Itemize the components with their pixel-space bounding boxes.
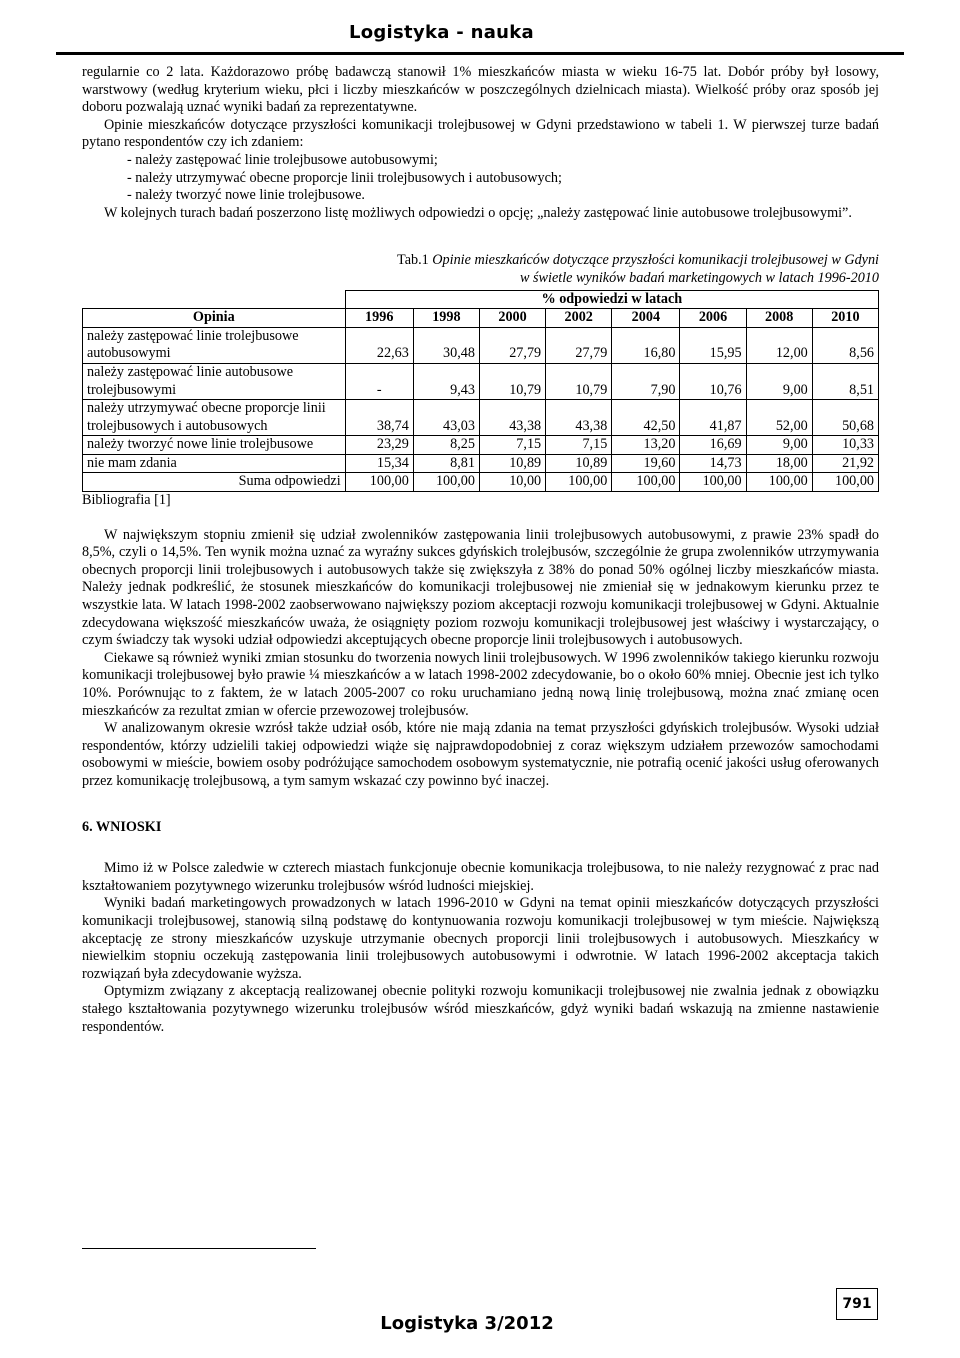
table-cell: 41,87 <box>680 400 746 436</box>
table-caption-line-1: Opinie mieszkańców dotyczące przyszłości komunikacji trolejbusowej w Gdyni <box>432 252 879 269</box>
table-cell: 27,79 <box>546 327 612 363</box>
year-header: 1996 <box>345 309 413 328</box>
row-label: nie mam zdania <box>83 454 346 473</box>
table-cell: 8,81 <box>413 454 479 473</box>
list-item: - należy zastępować linie trolejbusowe autobusowymi; <box>127 151 438 168</box>
year-header: 2006 <box>680 309 746 328</box>
table-row <box>83 363 879 399</box>
table-cell: 18,00 <box>746 454 812 473</box>
table-cell: 10,79 <box>479 363 545 399</box>
table-row <box>83 436 879 455</box>
page-number: 791 <box>836 1288 878 1320</box>
intro-paragraph-2: Opinie mieszkańców dotyczące przyszłości komunikacji trolejbusowej w Gdyni przedstawiono w tabeli 1. W pierwszej turze badań pytano respondentów czy ich zdaniem: <box>82 116 879 151</box>
year-header: 2004 <box>612 309 680 328</box>
table-cell: 14,73 <box>680 454 746 473</box>
table-caption <box>82 252 879 287</box>
table-cell: 100,00 <box>680 473 746 492</box>
table-source: Bibliografia [1] <box>82 492 171 509</box>
table-cell: 15,95 <box>680 327 746 363</box>
year-header: 2010 <box>812 309 878 328</box>
table-cell: 12,00 <box>746 327 812 363</box>
table-cell: 19,60 <box>612 454 680 473</box>
year-header: 2008 <box>746 309 812 328</box>
table-cell: 9,00 <box>746 363 812 399</box>
running-header: Logistyka - nauka <box>348 22 534 43</box>
conclusions-paragraph-2: Wyniki badań marketingowych prowadzonych w latach 1996-2010 w Gdyni na temat opinii mieszkańców dotyczących przyszłości komunikacji trolejbusowej, stanowią silną podstawę do kontynuowania rozwoju komunikacji trolejbusowej w tym mieście. Największą akceptację ze strony mieszkańców uzyskuje utrzymanie obecnych proporcji linii trolejbusowych i autobusowych. Mieszkańcy w niewielkim stopniu oczekują zastępowania linii trolejbusowych autobusowymi i odwrotnie. W latach 1996-2002 akceptacja takich rozwiązań była zdecydowanie wyższa. <box>82 895 879 982</box>
table-cell: 27,79 <box>479 327 545 363</box>
intro-paragraph-1: regularnie co 2 lata. Każdorazowo próbę badawczą stanowił 1% mieszkańców miasta w wieku 16-75 lat. Dobór próby był losowy, warstwowy (według kryterium wieku, płci i liczby mieszkańców w poszczególnych dzielnicach miasta). Wielkość próby oraz sposób jej doboru pozwalają uznać wyniki badań za reprezentatywne. <box>82 64 879 116</box>
issue-label: Logistyka 3/2012 <box>380 1313 554 1334</box>
year-header: 1998 <box>413 309 479 328</box>
table-cell: 23,29 <box>345 436 413 455</box>
table-cell: 100,00 <box>746 473 812 492</box>
table-cell: 16,80 <box>612 327 680 363</box>
conclusions-paragraph-1: Mimo iż w Polsce zaledwie w czterech miastach funkcjonuje obecnie komunikacja trolejbusowa, to nie należy rezygnować z prac nad kształtowaniem pozytywnego wizerunku trolejbusów wśród ludności miejskiej. <box>82 860 879 894</box>
table-cell: 50,68 <box>812 400 878 436</box>
table-row <box>83 473 879 492</box>
table-cell: 38,74 <box>345 400 413 436</box>
conclusions-paragraph-3: Optymizm związany z akceptacją realizowanej obecnie polityki rozwoju komunikacji trolejbusowej nie zwalnia jednak z obowiązku stałego kształtowania pozytywnego wizerunku trolejbusów wśród mieszkańców, gdyż wyniki badań wskazują na zmienne nastawienie respondentów. <box>82 983 879 1035</box>
page-content <box>82 64 879 1036</box>
table-cell: 10,33 <box>812 436 878 455</box>
list-item: - należy tworzyć nowe linie trolejbusowe. <box>127 187 365 204</box>
table-cell: 42,50 <box>612 400 680 436</box>
header-rule <box>56 52 904 55</box>
table-row <box>83 400 879 436</box>
table-cell: 22,63 <box>345 327 413 363</box>
table-cell: 100,00 <box>546 473 612 492</box>
table-cell: 15,34 <box>345 454 413 473</box>
table-cell: 7,15 <box>546 436 612 455</box>
opinion-table <box>82 290 879 493</box>
table-caption-line-2: w świetle wyników badań marketingowych w latach 1996-2010 <box>520 269 879 286</box>
table-cell: 100,00 <box>812 473 878 492</box>
table-cell: 30,48 <box>413 327 479 363</box>
row-label: należy tworzyć nowe linie trolejbusowe <box>83 436 346 455</box>
table-cell: 43,03 <box>413 400 479 436</box>
discussion-paragraph-3: W analizowanym okresie wzrósł także udział osób, które nie mają zdania na temat przyszłości gdyńskich trolejbusów. Wysoki udział respondentów, którzy udzielili takiej odpowiedzi wiąże się najprawdopodobniej z coraz większym udziałem przewozów samochodami osobowymi w mieście, bowiem osoby podróżujące samochodem osobowym systematycznie, nie potrafią ocenić jakości usług oferowanych przez komunikację trolejbusową, a tym samym wskazać czy powinno być inaczej. <box>82 720 879 789</box>
table-cell: 52,00 <box>746 400 812 436</box>
discussion-paragraph-2: Ciekawe są również wyniki zmian stosunku do tworzenia nowych linii trolejbusowych. W 1996 zwolenników takiego kierunku rozwoju komunikacji trolejbusowej było prawie ¼ mieszkańców a w latach 1998-2002 zdecydowanie, bo o około 60% mniej. Obecnie jest ich tylko 10%. Porównując to z faktem, że w latach 2005-2007 co roku uruchamiano jedną nową linię trolejbusową, można znać zmianę ocen mieszkańców za rezultat zmian w ofercie przewozowej trolejbusów. <box>82 649 879 719</box>
table-number: Tab.1 <box>397 252 429 269</box>
intro-paragraph-3: W kolejnych turach badań poszerzono listę możliwych odpowiedzi o opcję; „należy zastępować linie autobusowe trolejbusowymi”. <box>104 204 852 221</box>
row-label: należy zastępować linie trolejbusowe autobusowymi <box>83 327 346 363</box>
table-cell: 7,15 <box>479 436 545 455</box>
section-title: 6. WNIOSKI <box>82 818 162 835</box>
row-label: Suma odpowiedzi <box>83 473 346 492</box>
table-cell: 9,00 <box>746 436 812 455</box>
table-cell: 100,00 <box>413 473 479 492</box>
table-header-row <box>83 309 879 328</box>
year-header: 2002 <box>546 309 612 328</box>
table-cell: 100,00 <box>612 473 680 492</box>
table-cell: - <box>345 363 413 399</box>
table-cell: 16,69 <box>680 436 746 455</box>
table-cell: 8,25 <box>413 436 479 455</box>
table-cell: 9,43 <box>413 363 479 399</box>
table-row <box>83 327 879 363</box>
table-cell: 13,20 <box>612 436 680 455</box>
table-cell: 43,38 <box>479 400 545 436</box>
table-cell: 8,56 <box>812 327 878 363</box>
year-header: 2000 <box>479 309 545 328</box>
table-cell: 43,38 <box>546 400 612 436</box>
table-cell: 7,90 <box>612 363 680 399</box>
row-label: należy zastępować linie autobusowe trolejbusowymi <box>83 363 346 399</box>
list-item: - należy utrzymywać obecne proporcje linii trolejbusowych i autobusowych; <box>127 169 562 186</box>
table-row <box>83 454 879 473</box>
discussion-paragraph-1: W największym stopniu zmienił się udział zwolenników zastępowania linii trolejbusowych autobusowymi, z prawie 23% spadł do 8,5%, czyli o 14,5%. Ten wynik można uznać za wyraźny sukces gdyńskich trolejbusów, szczególnie że grupa zwolenników utrzymywania obecnych proporcji linii trolejbusowych i autobusowych także się zwiększyła z 38% do ponad 50% ogólnej liczby mieszkańców miasta. Należy jednak podkreślić, że stosunek mieszkańców do komunikacji trolejbusowej nie zmieniał się w jednakowym kierunku przez te wszystkie lata. W latach 1998-2002 zaobserwowano największy poziom akceptacji rozwoju komunikacji trolejbusowej w Gdyni. Aktualnie zdecydowana większość mieszkańców uważa, że osiągnięty poziom rozwoju komunikacji trolejbusowej jest właściwy i wystarczający, o czym świadczy tak wysoki udział odpowiedzi akceptujących obecne proporcje linii trolejbusowych i autobusowych. <box>82 526 879 649</box>
footnote-rule <box>82 1248 316 1249</box>
table-cell: 10,79 <box>546 363 612 399</box>
running-footer <box>0 1313 960 1334</box>
table-cell: 100,00 <box>345 473 413 492</box>
table-cell: 10,76 <box>680 363 746 399</box>
table-cell: 10,89 <box>546 454 612 473</box>
table-cell: 21,92 <box>812 454 878 473</box>
table-cell: 10,00 <box>479 473 545 492</box>
question-list <box>82 152 879 205</box>
table-cell: 10,89 <box>479 454 545 473</box>
group-header: % odpowiedzi w latach <box>345 290 878 309</box>
row-label: należy utrzymywać obecne proporcje linii trolejbusowych i autobusowych <box>83 400 346 436</box>
table-cell: 8,51 <box>812 363 878 399</box>
opinion-header: Opinia <box>83 309 346 328</box>
